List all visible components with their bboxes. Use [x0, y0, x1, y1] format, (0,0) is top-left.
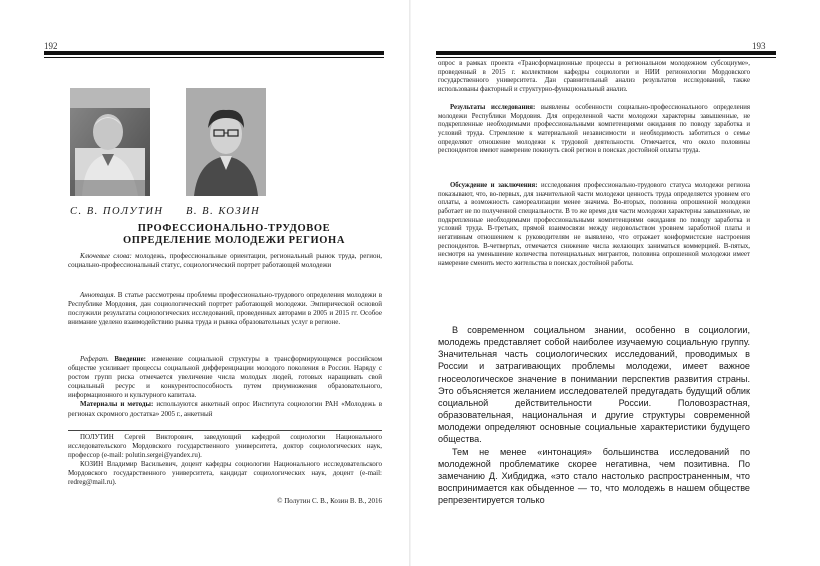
- author-info-block: [68, 433, 382, 488]
- header-rule-thin: [44, 57, 384, 58]
- discussion-paragraph: [438, 182, 750, 269]
- author-info-kozin: КОЗИН Владимир Васильевич, доцент кафедры социологии Национального исследовательского Мордовского государственного университета, кандидат социологических наук, доцент (e-mail: redreg@mail.ru).: [68, 460, 382, 487]
- header-rule-thick-right: [436, 51, 776, 55]
- author-photo-polutin: [70, 88, 150, 196]
- article-title: [84, 223, 384, 247]
- main-paragraph-1: В современном социальном знании, особенно в социологии, молодежь представляет собой наиболее изучаемую социальную группу. Значительная часть социологических исследований, проводимых в России и затрагивающих проблемы молодежи, имеет важное гносеологическое значение в понимании перспектив развития страны. Это объясняется желанием исследователей предугадать будущий облик социальной действительности России. Половозрастная, образовательная, национальная и другие структуры современной молодежи определяют основные социальные характеристики будущего общества.: [438, 325, 750, 445]
- keywords-text: молодежь, профессиональные ориентации, региональный рынок труда, регион, социально-профессиональный статус, социологический портрет работающей молодежи: [68, 252, 382, 270]
- survey-text: опрос в рамках проекта «Трансформационные процессы в региональном молодежном субсоциуме», проведенный в 2015 г. коллективом кафедры социологии и НИИ регионологии Мордовского государственного университета. Дан сравнительный анализ результатов исследований, также использованы факторный и структурно-функциональный анализ.: [438, 60, 750, 93]
- discussion-label: Обсуждение и заключения:: [450, 182, 538, 189]
- intro-label: Введение:: [114, 355, 147, 363]
- article-title-line: ПРОФЕССИОНАЛЬНО-ТРУДОВОЕ: [137, 223, 331, 234]
- main-text: [438, 324, 750, 506]
- header-rule-thin-right: [436, 57, 776, 58]
- author-info-polutin: ПОЛУТИН Сергей Викторович, заведующий кафедрой социологии Национального исследовательского Мордовского государственного университета, доктор социологических наук, профессор (e-mail: polutin.sergei@yandex.ru).: [68, 433, 382, 460]
- annotation-label: Аннотация.: [80, 291, 116, 299]
- results-paragraph: [438, 104, 750, 156]
- results-text: выявлены особенности социально-профессионального определения молодежи Республики Мордовия. Для определенной части молодежи характерны завышенные, не подкрепленные необходимыми профессиональными компетенциями ожидания по поводу заработка и условий труда. Стремление к материальной независимости и необходимость заботиться о семье определяют отношение молодежи к трудовой деятельности. Отмечается, что около половины респондентов имеют намерение покинуть свой регион в поисках достойной оплаты труда.: [438, 104, 751, 155]
- copyright: © Полутин С. В., Козин В. В., 2016: [277, 497, 382, 505]
- author-name-polutin: С. В. ПОЛУТИН: [70, 206, 164, 217]
- methods-text: используются анкетный опрос Института социологии РАН «Молодежь в регионах скромного достатка» 2005 г., анкетный: [68, 400, 383, 418]
- author-photo-kozin: [186, 88, 266, 196]
- keywords-label: Ключевые слова:: [80, 252, 132, 260]
- discussion-text: исследования профессионально-трудового статуса молодежи региона показывают, что, во-первых, для значительной части молодежи ценность труда определяется уровнем его оплаты, а возможность самореализации менее значима. Во-вторых, половина опрошенной молодежи работает не по полученной специальности. В то же время для части молодежи характерны завышенные, не подкрепленные необходимыми профессиональными компетенциями ожидания по поводу заработка и условий труда. В-третьих, прямой взаимосвязи между недовольством уровнем заработной платы и негативным отношением к руководителям не выявлено, что отражает конформистские настроения респондентов. В-четвертых, отмечается снижение числа желающих заниматься коммерцией. В-пятых, несмотря на уменьшение количества потенциальных мигрантов, половина опрошенной молодежи имеет намерение сменить место жительства в поисках достойной работы.: [438, 182, 750, 267]
- methods-label: Материалы и методы:: [80, 400, 154, 409]
- results-label: Результаты исследования:: [450, 104, 536, 111]
- page-number-left: 192: [44, 41, 58, 51]
- header-rule-thick: [44, 51, 384, 55]
- main-paragraph-2: Тем не менее «интонация» большинства исследований по молодежной проблематике скорее негативна, чем позитивна. По замечанию Д. Хибдиджа, «это стало настолько распространенным, что воспринимается как обыденное — то, что молодежь в нашем обществе репрезентируется только: [438, 446, 750, 506]
- annotation-text: В статье рассмотрены проблемы профессионально-трудового определения молодежи в Республике Мордовия, дан социологический портрет работающей молодежи. Эмпирической основой послужили результаты социологических исследований, проведенных авторами в 2005 и 2015 гг. Особое внимание уделено взаимодействию рынка труда и рынка образовательных услуг в регионе.: [68, 291, 382, 327]
- page-number-right: 193: [752, 41, 766, 51]
- author-photo-kozin-icon: [186, 88, 266, 196]
- footnote-divider: [68, 430, 382, 431]
- author-name-kozin: В. В. КОЗИН: [186, 206, 261, 217]
- survey-paragraph: [438, 60, 750, 95]
- author-photo-polutin-icon: [70, 88, 150, 196]
- annotation-block: [68, 291, 382, 327]
- referat-label: Реферат.: [80, 355, 109, 363]
- keywords-block: [68, 252, 382, 270]
- intro-text: изменение социальной структуры в трансформирующемся российском обществе усиливает процессы социальной дифференциации молодого поколения в России. Наряду с ростом групп риска отмечается увеличение числа молодых людей, готовых наращивать свой социальный ресурс и конкурентоспособность путем приумножения образовательного, информационного и культурного капитала.: [68, 355, 382, 400]
- article-title-line: ОПРЕДЕЛЕНИЕ МОЛОДЕЖИ РЕГИОНА: [122, 235, 346, 246]
- referat-block: [68, 355, 382, 419]
